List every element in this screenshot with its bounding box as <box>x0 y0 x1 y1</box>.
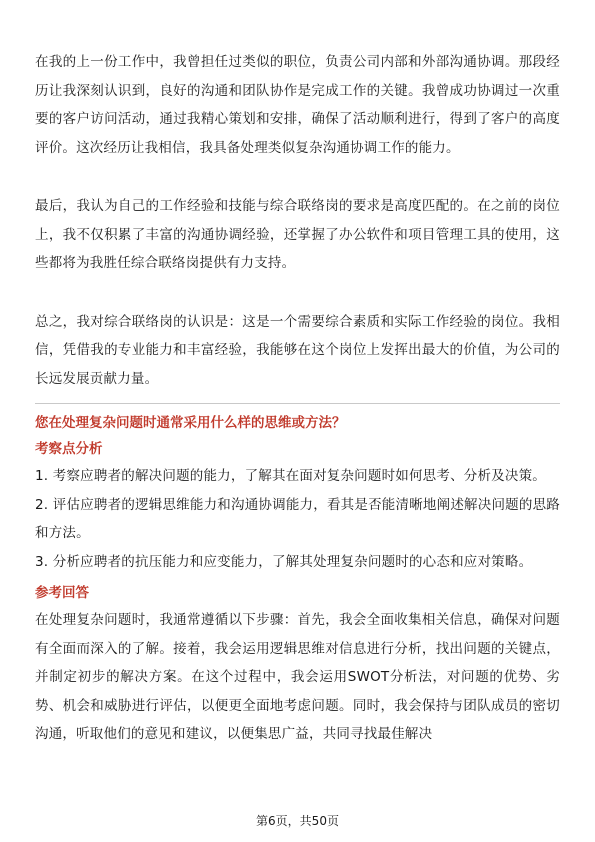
paragraph-skills-match: 最后，我认为自己的工作经验和技能与综合联络岗的要求是高度匹配的。在之前的岗位上，我不仅积累了丰富的沟通协调经验，还掌握了办公软件和项目管理工具的使用，这些都将为我胜任综合联络岗提供有力支持。 <box>35 198 560 271</box>
analysis-item-1: 1. 考察应聘者的解决问题的能力，了解其在面对复杂问题时如何思考、分析及决策。 <box>35 468 546 484</box>
paragraph-gap <box>35 162 560 192</box>
answer-title: 参考回答 <box>35 585 89 601</box>
page-number-footer: 第6页，共50页 <box>256 814 339 828</box>
analysis-item-2: 2. 评估应聘者的逻辑思维能力和沟通协调能力，看其是否能清晰地阐述解决问题的思路和方法。 <box>35 496 560 541</box>
document-page <box>35 48 560 749</box>
paragraph-conclusion: 总之，我对综合联络岗的认识是：这是一个需要综合素质和实际工作经验的岗位。我相信，凭借我的专业能力和丰富经验，我能够在这个岗位上发挥出最大的价值，为公司的长远发展贡献力量。 <box>35 313 560 387</box>
analysis-item-3: 3. 分析应聘者的抗压能力和应变能力，了解其处理复杂问题时的心态和应对策略。 <box>35 553 533 570</box>
question-heading: 您在处理复杂问题时通常采用什么样的思维或方法？ <box>35 415 346 431</box>
analysis-title: 考察点分析 <box>35 441 103 457</box>
paragraph-previous-experience: 在我的上一份工作中，我曾担任过类似的职位，负责公司内部和外部沟通协调。那段经历让我深刻认识到，良好的沟通和团队协作是完成工作的关键。我曾成功协调过一次重要的客户访问活动，通过我精心策划和安排，确保了活动顺利进行，得到了客户的高度评价。这次经历让我相信，我具备处理类似复杂沟通协调工作的能力。 <box>35 54 560 156</box>
paragraph-gap <box>35 278 560 308</box>
section-divider <box>35 403 560 404</box>
answer-text: 在处理复杂问题时，我通常遵循以下步骤：首先，我会全面收集相关信息，确保对问题有全面而深入的了解。接着，我会运用逻辑思维对信息进行分析，找出问题的关键点，并制定初步的解决方案。在这个过程中，我会运用SWOT分析法，对问题的优势、劣势、机会和威胁进行评估，以便更全面地考虑问题。同时，我会保持与团队成员的密切沟通，听取他们的意见和建议，以便集思广益，共同寻找最佳解决 <box>35 612 560 742</box>
